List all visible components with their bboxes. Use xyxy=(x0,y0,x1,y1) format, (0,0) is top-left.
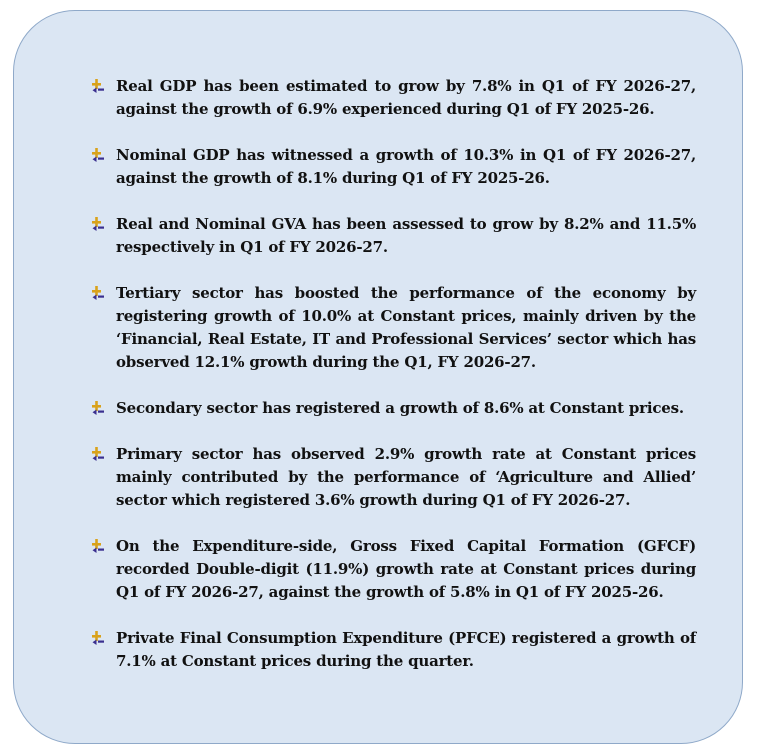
bullet-text: Real GDP has been estimated to grow by 7.8% in Q1 of FY 2026-27, against the growth of 6.9% experienced during Q1 of FY 2025-26. xyxy=(116,77,696,118)
bullet-text: Private Final Consumption Expenditure (PFCE) registered a growth of 7.1% at Constant prices during the quarter. xyxy=(116,629,696,670)
list-item xyxy=(88,144,696,190)
plus-arrow-icon xyxy=(90,147,106,163)
plus-arrow-icon xyxy=(90,446,106,462)
bullet-text: Primary sector has observed 2.9% growth rate at Constant prices mainly contributed by the performance of ‘Agriculture and Allied’ sector which registered 3.6% growth during Q1 of FY 2026-27. xyxy=(116,445,696,509)
list-item xyxy=(88,213,696,259)
plus-arrow-icon xyxy=(90,538,106,554)
bullet-text: On the Expenditure-side, Gross Fixed Capital Formation (GFCF) recorded Double-digit (11.9%) growth rate at Constant prices during Q1 of FY 2026-27, against the growth of 5.8% in Q1 of FY 2025-26. xyxy=(116,537,696,601)
highlights-list xyxy=(88,75,696,696)
bullet-text: Tertiary sector has boosted the performance of the economy by registering growth of 10.0% at Constant prices, mainly driven by the ‘Financial, Real Estate, IT and Professional Services’ sector which has observed 12.1% growth during the Q1, FY 2026-27. xyxy=(116,284,696,371)
bullet-text: Nominal GDP has witnessed a growth of 10.3% in Q1 of FY 2026-27, against the growth of 8.1% during Q1 of FY 2025-26. xyxy=(116,146,696,187)
plus-arrow-icon xyxy=(90,400,106,416)
list-item xyxy=(88,397,696,420)
list-item xyxy=(88,627,696,673)
plus-arrow-icon xyxy=(90,78,106,94)
list-item xyxy=(88,535,696,604)
list-item xyxy=(88,443,696,512)
highlights-panel xyxy=(13,10,743,744)
plus-arrow-icon xyxy=(90,630,106,646)
list-item xyxy=(88,282,696,374)
bullet-text: Secondary sector has registered a growth of 8.6% at Constant prices. xyxy=(116,399,684,417)
plus-arrow-icon xyxy=(90,285,106,301)
plus-arrow-icon xyxy=(90,216,106,232)
bullet-text: Real and Nominal GVA has been assessed to grow by 8.2% and 11.5% respectively in Q1 of FY 2026-27. xyxy=(116,215,696,256)
list-item xyxy=(88,75,696,121)
